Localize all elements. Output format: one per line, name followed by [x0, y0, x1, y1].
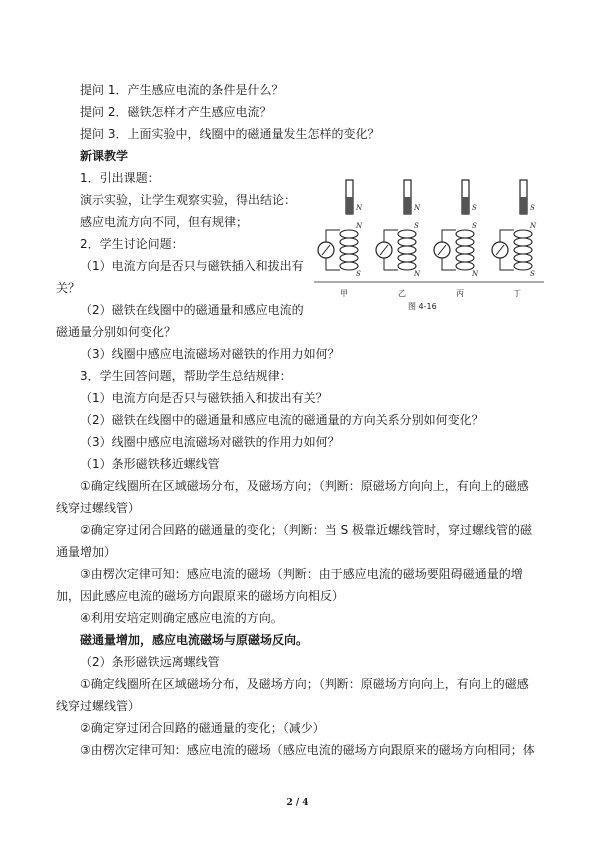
coil-loop	[398, 246, 416, 254]
wire-top	[500, 230, 514, 242]
magnet-pole-label: S	[472, 204, 477, 212]
experiment-panel	[376, 180, 421, 278]
coil-top-label: N	[530, 222, 537, 230]
discussion-q2-line2: 磁通量分别如何变化？	[56, 325, 177, 339]
coil-bottom-label: N	[414, 270, 421, 278]
page-number: 2 / 4	[286, 798, 309, 808]
case-2-step-2: ②确定穿过闭合回路的磁通量的变化；（减少）	[80, 721, 325, 735]
case-1-step-3-line2: 加，因此感应电流的磁场方向跟原来的磁场方向相反）	[56, 589, 345, 603]
step-3-title: 3．学生回答问题，帮助学生总结规律：	[80, 369, 292, 383]
case-2-title: （2）条形磁铁远离螺线管	[80, 655, 220, 669]
conclusion-text: 感应电流方向不同，但有规律；	[80, 215, 249, 229]
demo-text: 演示实验，让学生观察实验，得出结论：	[80, 193, 297, 207]
figure-caption: 图 4-16	[408, 302, 437, 311]
coil-loop	[456, 238, 474, 246]
bar-magnet-pole	[520, 197, 527, 214]
bar-magnet-pole	[346, 197, 353, 214]
case-2-step-1-line2: 线穿过螺线管）	[56, 699, 141, 713]
wire-bottom	[500, 258, 514, 270]
coil-top-label: S	[472, 222, 477, 230]
coil-loop	[340, 246, 358, 254]
coil-loop	[514, 238, 532, 246]
coil-loop	[514, 254, 532, 262]
bar-magnet-pole	[462, 197, 469, 214]
case-1-rule: 磁通量增加，感应电流磁场与原磁场反向。	[80, 633, 309, 647]
wire-top	[326, 230, 340, 242]
coil-loop	[514, 246, 532, 254]
experiment-panel	[492, 180, 537, 278]
experiment-panel	[318, 180, 363, 278]
panel-label-jia: 甲	[340, 289, 348, 298]
coil-loop	[340, 238, 358, 246]
case-1-step-2-line1: ②确定穿过闭合回路的磁通量的变化；（判断：当 S 极靠近螺线管时，穿过螺线管的磁	[80, 523, 533, 537]
panel-label-yi: 乙	[398, 289, 406, 298]
coil-top-label: N	[356, 222, 363, 230]
step-2-title: 2．学生讨论问题：	[80, 237, 184, 251]
coil-loop	[398, 238, 416, 246]
figure-4-16	[312, 176, 544, 316]
question-1: 提问 1．产生感应电流的条件是什么？	[80, 83, 284, 97]
magnet-pole-label: N	[356, 204, 363, 212]
question-3: 提问 3．上面实验中，线圈中的磁通量发生怎样的变化？	[80, 127, 380, 141]
magnet-pole-label: N	[414, 204, 421, 212]
coil-loop	[340, 262, 358, 270]
coil-loop	[398, 230, 416, 238]
coil-loop	[514, 230, 532, 238]
case-1-title: （1）条形磁铁移近螺线管	[80, 457, 220, 471]
discussion-q1-line1: （1）电流方向是否只与磁铁插入和拔出有	[80, 259, 304, 273]
panel-label-ding: 丁	[513, 289, 521, 298]
coil-top-label: S	[414, 222, 419, 230]
wire-top	[384, 230, 398, 242]
case-1-step-1-line2: 线穿过螺线管）	[56, 501, 141, 515]
summary-a2: （2）磁铁在线圈中的磁通量和感应电流的磁通量的方向关系分别如何变化？	[80, 413, 484, 427]
coil-loop	[456, 230, 474, 238]
coil-loop	[514, 262, 532, 270]
section-heading: 新课教学	[80, 149, 129, 163]
question-2: 提问 2．磁铁怎样才产生感应电流？	[80, 105, 272, 119]
wire-bottom	[326, 258, 340, 270]
wire-bottom	[384, 258, 398, 270]
coil-loop	[456, 246, 474, 254]
coil-bottom-label: S	[530, 270, 535, 278]
coil-bottom-label: N	[472, 270, 479, 278]
step-1-title: 1．引出课题：	[80, 171, 160, 185]
discussion-q2-line1: （2）磁铁在线圈中的磁通量和感应电流的	[80, 303, 304, 317]
discussion-q3: （3）线圈中感应电流磁场对磁铁的作用力如何？	[80, 347, 340, 361]
case-2-step-3: ③由楞次定律可知：感应电流的磁场（感应电流的磁场方向跟原来的磁场方向相同；体	[80, 743, 535, 757]
case-2-step-1-line1: ①确定线圈所在区域磁场分布，及磁场方向；（判断：原磁场方向向上，有向上的磁感	[80, 677, 529, 691]
case-1-step-4: ④利用安培定则确定感应电流的方向。	[80, 611, 283, 625]
wire-top	[442, 230, 456, 242]
coil-loop	[398, 262, 416, 270]
panel-label-bing: 丙	[456, 289, 464, 298]
coil-bottom-label: S	[356, 270, 361, 278]
coil-loop	[398, 254, 416, 262]
bar-magnet-pole	[404, 197, 411, 214]
case-1-step-2-line2: 通量增加）	[56, 545, 117, 559]
experiment-panel	[434, 180, 479, 278]
coil-loop	[456, 254, 474, 262]
coil-loop	[340, 254, 358, 262]
magnet-pole-label: S	[530, 204, 535, 212]
case-1-step-1-line1: ①确定线圈所在区域磁场分布，及磁场方向；（判断：原磁场方向向上，有向上的磁感	[80, 479, 529, 493]
coil-loop	[456, 262, 474, 270]
summary-a3: （3）线圈中感应电流磁场对磁铁的作用力如何？	[80, 435, 340, 449]
coil-loop	[340, 230, 358, 238]
discussion-q1-line2: 关？	[56, 281, 81, 295]
case-1-step-3-line1: ③由楞次定律可知：感应电流的磁场（判断：由于感应电流的磁场要阻碍磁通量的增	[80, 567, 523, 581]
wire-bottom	[442, 258, 456, 270]
summary-a1: （1）电流方向是否只与磁铁插入和拔出有关？	[80, 391, 328, 405]
